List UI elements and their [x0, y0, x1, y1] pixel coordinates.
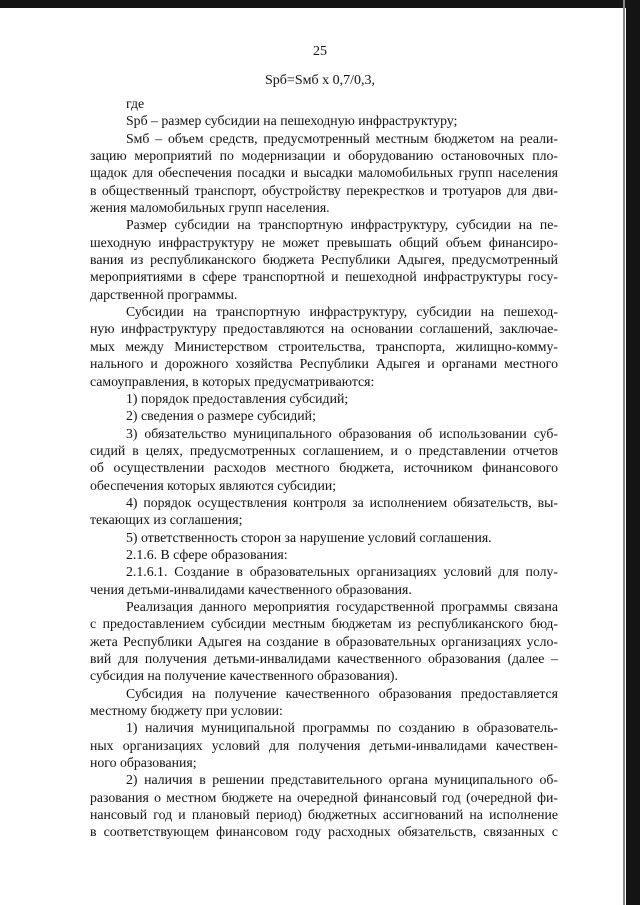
text-line: 2.1.6. В сфере образования: — [126, 546, 288, 562]
text-line: Субсидия на получение качественного образования предоставляется — [126, 685, 558, 701]
text-line: щадок для обеспечения посадки и высадки маломобильных групп населения — [90, 165, 558, 181]
text-line: в общественный транспорт, обустройству перекрестков и тротуаров для дви- — [90, 182, 558, 198]
text-line: вания из республиканского бюджета Республики Адыгея, предусмотренный — [90, 252, 558, 268]
document-body — [90, 95, 558, 841]
text-line: Sмб – объем средств, предусмотренный местным бюджетом на реали- — [126, 130, 558, 146]
text-line: ную инфраструктуру предоставляются на основании соглашений, заключае- — [90, 321, 558, 337]
text-line: Реализация данного мероприятия государственной программы связана — [126, 598, 558, 614]
text-line: Размер субсидии на транспортную инфраструктуру, субсидии на пе- — [126, 217, 558, 233]
text-line: разования о местном бюджете на очередной финансовый год (очередной фи- — [90, 789, 558, 805]
text-line: самоуправления, в которых предусматриваются: — [90, 373, 375, 389]
text-line: Sрб – размер субсидии на пешеходную инфраструктуру; — [126, 113, 458, 129]
text-line: нального и дорожного хозяйства Республики Адыгея и органами местного — [90, 356, 558, 372]
text-line: зацию мероприятий по модернизации и оборудованию остановочных пло- — [90, 148, 558, 164]
text-line: жения маломобильных групп населения. — [90, 200, 330, 216]
text-line: вий для получения детьми-инвалидами качественного образования (далее – — [90, 651, 558, 666]
text-line: с предоставлением субсидии местным бюджетам из республиканского бюд- — [90, 616, 558, 632]
text-line: 1) наличия муниципальной программы по созданию в образователь- — [126, 720, 558, 736]
text-line: 5) ответственность сторон за нарушение условий соглашения. — [126, 529, 492, 545]
text-line: шеходную инфраструктуру не может превышать общий объем финансиро- — [90, 234, 558, 250]
text-line: где — [126, 96, 145, 111]
text-line: 2) наличия в решении представительного органа муниципального об- — [126, 772, 558, 788]
text-line: 2) сведения о размере субсидий; — [126, 408, 316, 424]
text-line: 4) порядок осуществления контроля за исполнением обязательств, вы- — [126, 494, 558, 510]
text-line: 2.1.6.1. Создание в образовательных организациях условий для полу- — [126, 564, 558, 580]
formula: Sрб=Sмб х 0,7/0,3, — [265, 73, 375, 88]
text-line: в соответствующем финансовом году расходных обязательств, связанных с — [90, 824, 558, 840]
text-line: текающих из соглашения; — [90, 512, 243, 528]
text-line: сидий в целях, предусмотренных соглашением, и о представлении отчетов — [90, 442, 558, 458]
text-line: 3) обязательство муниципального образования об использовании суб- — [126, 425, 558, 441]
text-line: жета Республики Адыгея на создание в образовательных организациях усло- — [90, 633, 558, 649]
text-line: субсидия на получение качественного образования). — [90, 668, 398, 684]
text-line: обеспечения которых являются субсидии; — [90, 477, 337, 493]
text-line: дарственной программы. — [90, 286, 238, 302]
text-line: 1) порядок предоставления субсидий; — [126, 390, 349, 406]
text-line: мероприятиями в сфере транспортной и пешеходной инфраструктуры госу- — [90, 269, 558, 285]
scan-border-right — [626, 0, 640, 905]
text-line: ного образования; — [90, 755, 197, 771]
text-line: чения детьми-инвалидами качественного образования. — [90, 581, 412, 597]
text-line: мых между Министерством строительства, транспорта, жилищно-комму- — [90, 338, 558, 354]
text-line: ных организациях условий для получения детьми-инвалидами качествен- — [90, 737, 558, 753]
scan-border-top — [0, 0, 640, 8]
text-line: местному бюджету при условии: — [90, 703, 283, 719]
page-number: 25 — [313, 44, 327, 59]
text-line: нансовый год и плановый период) бюджетных ассигнований на исполнение — [90, 807, 558, 823]
text-line: Субсидии на транспортную инфраструктуру, субсидии на пешеход- — [126, 304, 558, 320]
text-line: об осуществлении расходов местного бюджета, источником финансового — [90, 460, 558, 476]
